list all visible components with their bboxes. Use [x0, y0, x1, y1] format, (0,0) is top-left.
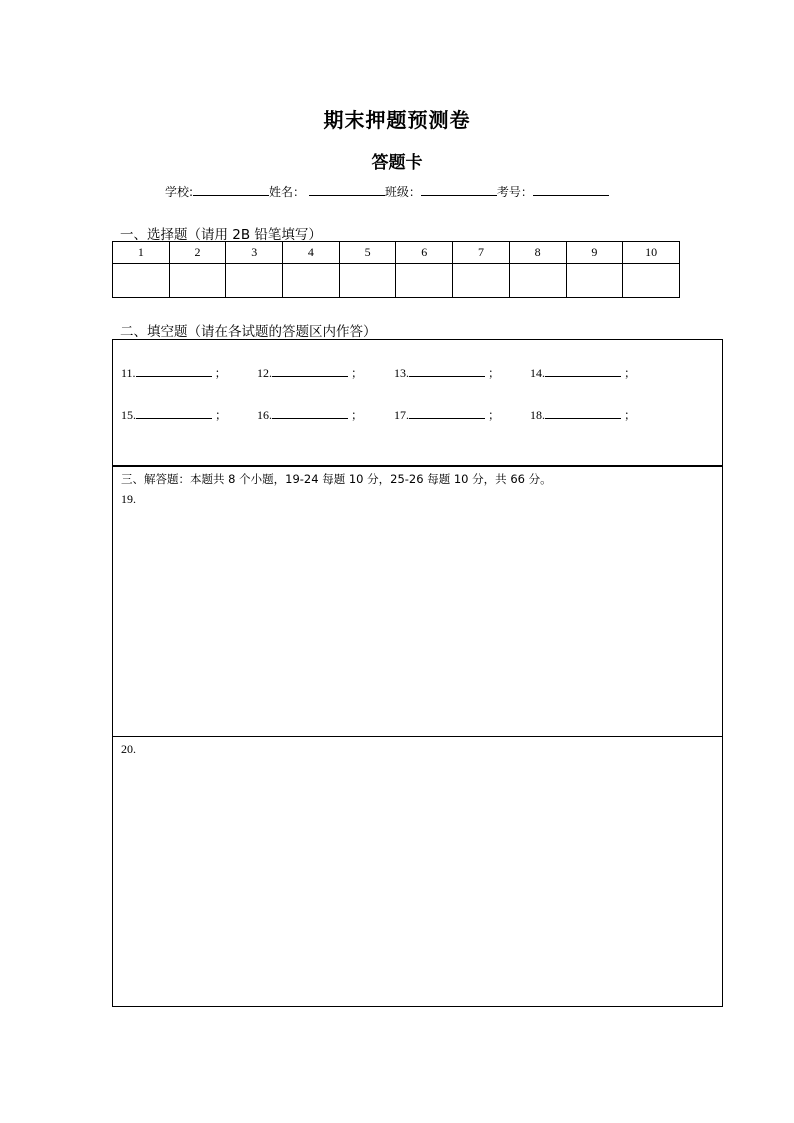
mc-answer-cell[interactable] [509, 264, 566, 298]
fill-item-number: 11. [121, 366, 136, 380]
fill-separator: ； [215, 408, 228, 422]
fill-separator: ； [351, 408, 364, 422]
fill-separator: ； [214, 366, 227, 380]
section2-heading: 二、填空题（请在各试题的答题区内作答） [120, 324, 377, 340]
answer-card-subtitle: 答题卡 [371, 153, 423, 173]
fill-answer-line[interactable] [272, 365, 348, 377]
fill-item [121, 364, 251, 381]
fill-item-number: 13. [394, 366, 409, 380]
mc-answer-cell[interactable] [623, 264, 680, 298]
mc-answer-cell[interactable] [396, 264, 453, 298]
fill-item [530, 364, 660, 381]
multiple-choice-table [112, 241, 680, 298]
fill-item-number: 18. [530, 408, 545, 422]
fill-answer-line[interactable] [409, 407, 485, 419]
mc-header-row [113, 242, 680, 264]
mc-col-header: 2 [169, 242, 226, 264]
student-info-row [165, 183, 645, 200]
exam-no-label: 考号： [496, 185, 533, 199]
question-number: 20. [121, 742, 136, 756]
exam-no-field[interactable] [533, 183, 609, 196]
fill-answer-line[interactable] [136, 407, 212, 419]
question-19-answer-box[interactable] [112, 465, 723, 737]
exam-title: 期末押题预测卷 [323, 108, 471, 132]
name-label: 姓名： [269, 185, 306, 199]
mc-col-header: 8 [509, 242, 566, 264]
mc-answer-row [113, 264, 680, 298]
fill-separator: ； [624, 366, 637, 380]
fill-item-number: 12. [257, 366, 272, 380]
fill-separator: ； [624, 408, 637, 422]
mc-col-header: 6 [396, 242, 453, 264]
name-field[interactable] [309, 183, 385, 196]
mc-answer-cell[interactable] [566, 264, 623, 298]
question-number: 19. [121, 492, 136, 506]
fill-item [530, 406, 660, 423]
fill-item [257, 406, 387, 423]
school-field[interactable] [193, 183, 269, 196]
fill-in-answer-box [112, 339, 723, 467]
fill-item [257, 364, 387, 381]
fill-answer-line[interactable] [136, 365, 212, 377]
mc-col-header: 10 [623, 242, 680, 264]
mc-col-header: 7 [453, 242, 510, 264]
fill-item-number: 14. [530, 366, 545, 380]
fill-separator: ； [488, 366, 501, 380]
mc-col-header: 5 [339, 242, 396, 264]
mc-answer-cell[interactable] [226, 264, 283, 298]
fill-item [394, 364, 524, 381]
mc-answer-cell[interactable] [169, 264, 226, 298]
fill-item-number: 17. [394, 408, 409, 422]
section3-heading: 三、解答题：本题共 8 个小题，19-24 每题 10 分，25-26 每题 10 分，共 66 分。 [121, 472, 552, 486]
mc-col-header: 1 [113, 242, 170, 264]
mc-answer-cell[interactable] [453, 264, 510, 298]
mc-col-header: 4 [283, 242, 340, 264]
fill-answer-line[interactable] [272, 407, 348, 419]
mc-answer-cell[interactable] [339, 264, 396, 298]
class-label: 班级： [384, 185, 421, 199]
fill-item [394, 406, 524, 423]
fill-separator: ； [351, 366, 364, 380]
mc-answer-cell[interactable] [113, 264, 170, 298]
mc-answer-cell[interactable] [283, 264, 340, 298]
fill-answer-line[interactable] [409, 365, 485, 377]
fill-item [121, 406, 251, 423]
fill-answer-line[interactable] [545, 365, 621, 377]
class-field[interactable] [421, 183, 497, 196]
fill-answer-line[interactable] [545, 407, 621, 419]
section1-heading: 一、选择题（请用 2B 铅笔填写） [120, 227, 322, 243]
mc-col-header: 3 [226, 242, 283, 264]
fill-item-number: 15. [121, 408, 136, 422]
question-20-answer-box[interactable] [112, 736, 723, 1007]
mc-col-header: 9 [566, 242, 623, 264]
school-label: 学校: [165, 185, 194, 199]
fill-separator: ； [488, 408, 501, 422]
fill-item-number: 16. [257, 408, 272, 422]
